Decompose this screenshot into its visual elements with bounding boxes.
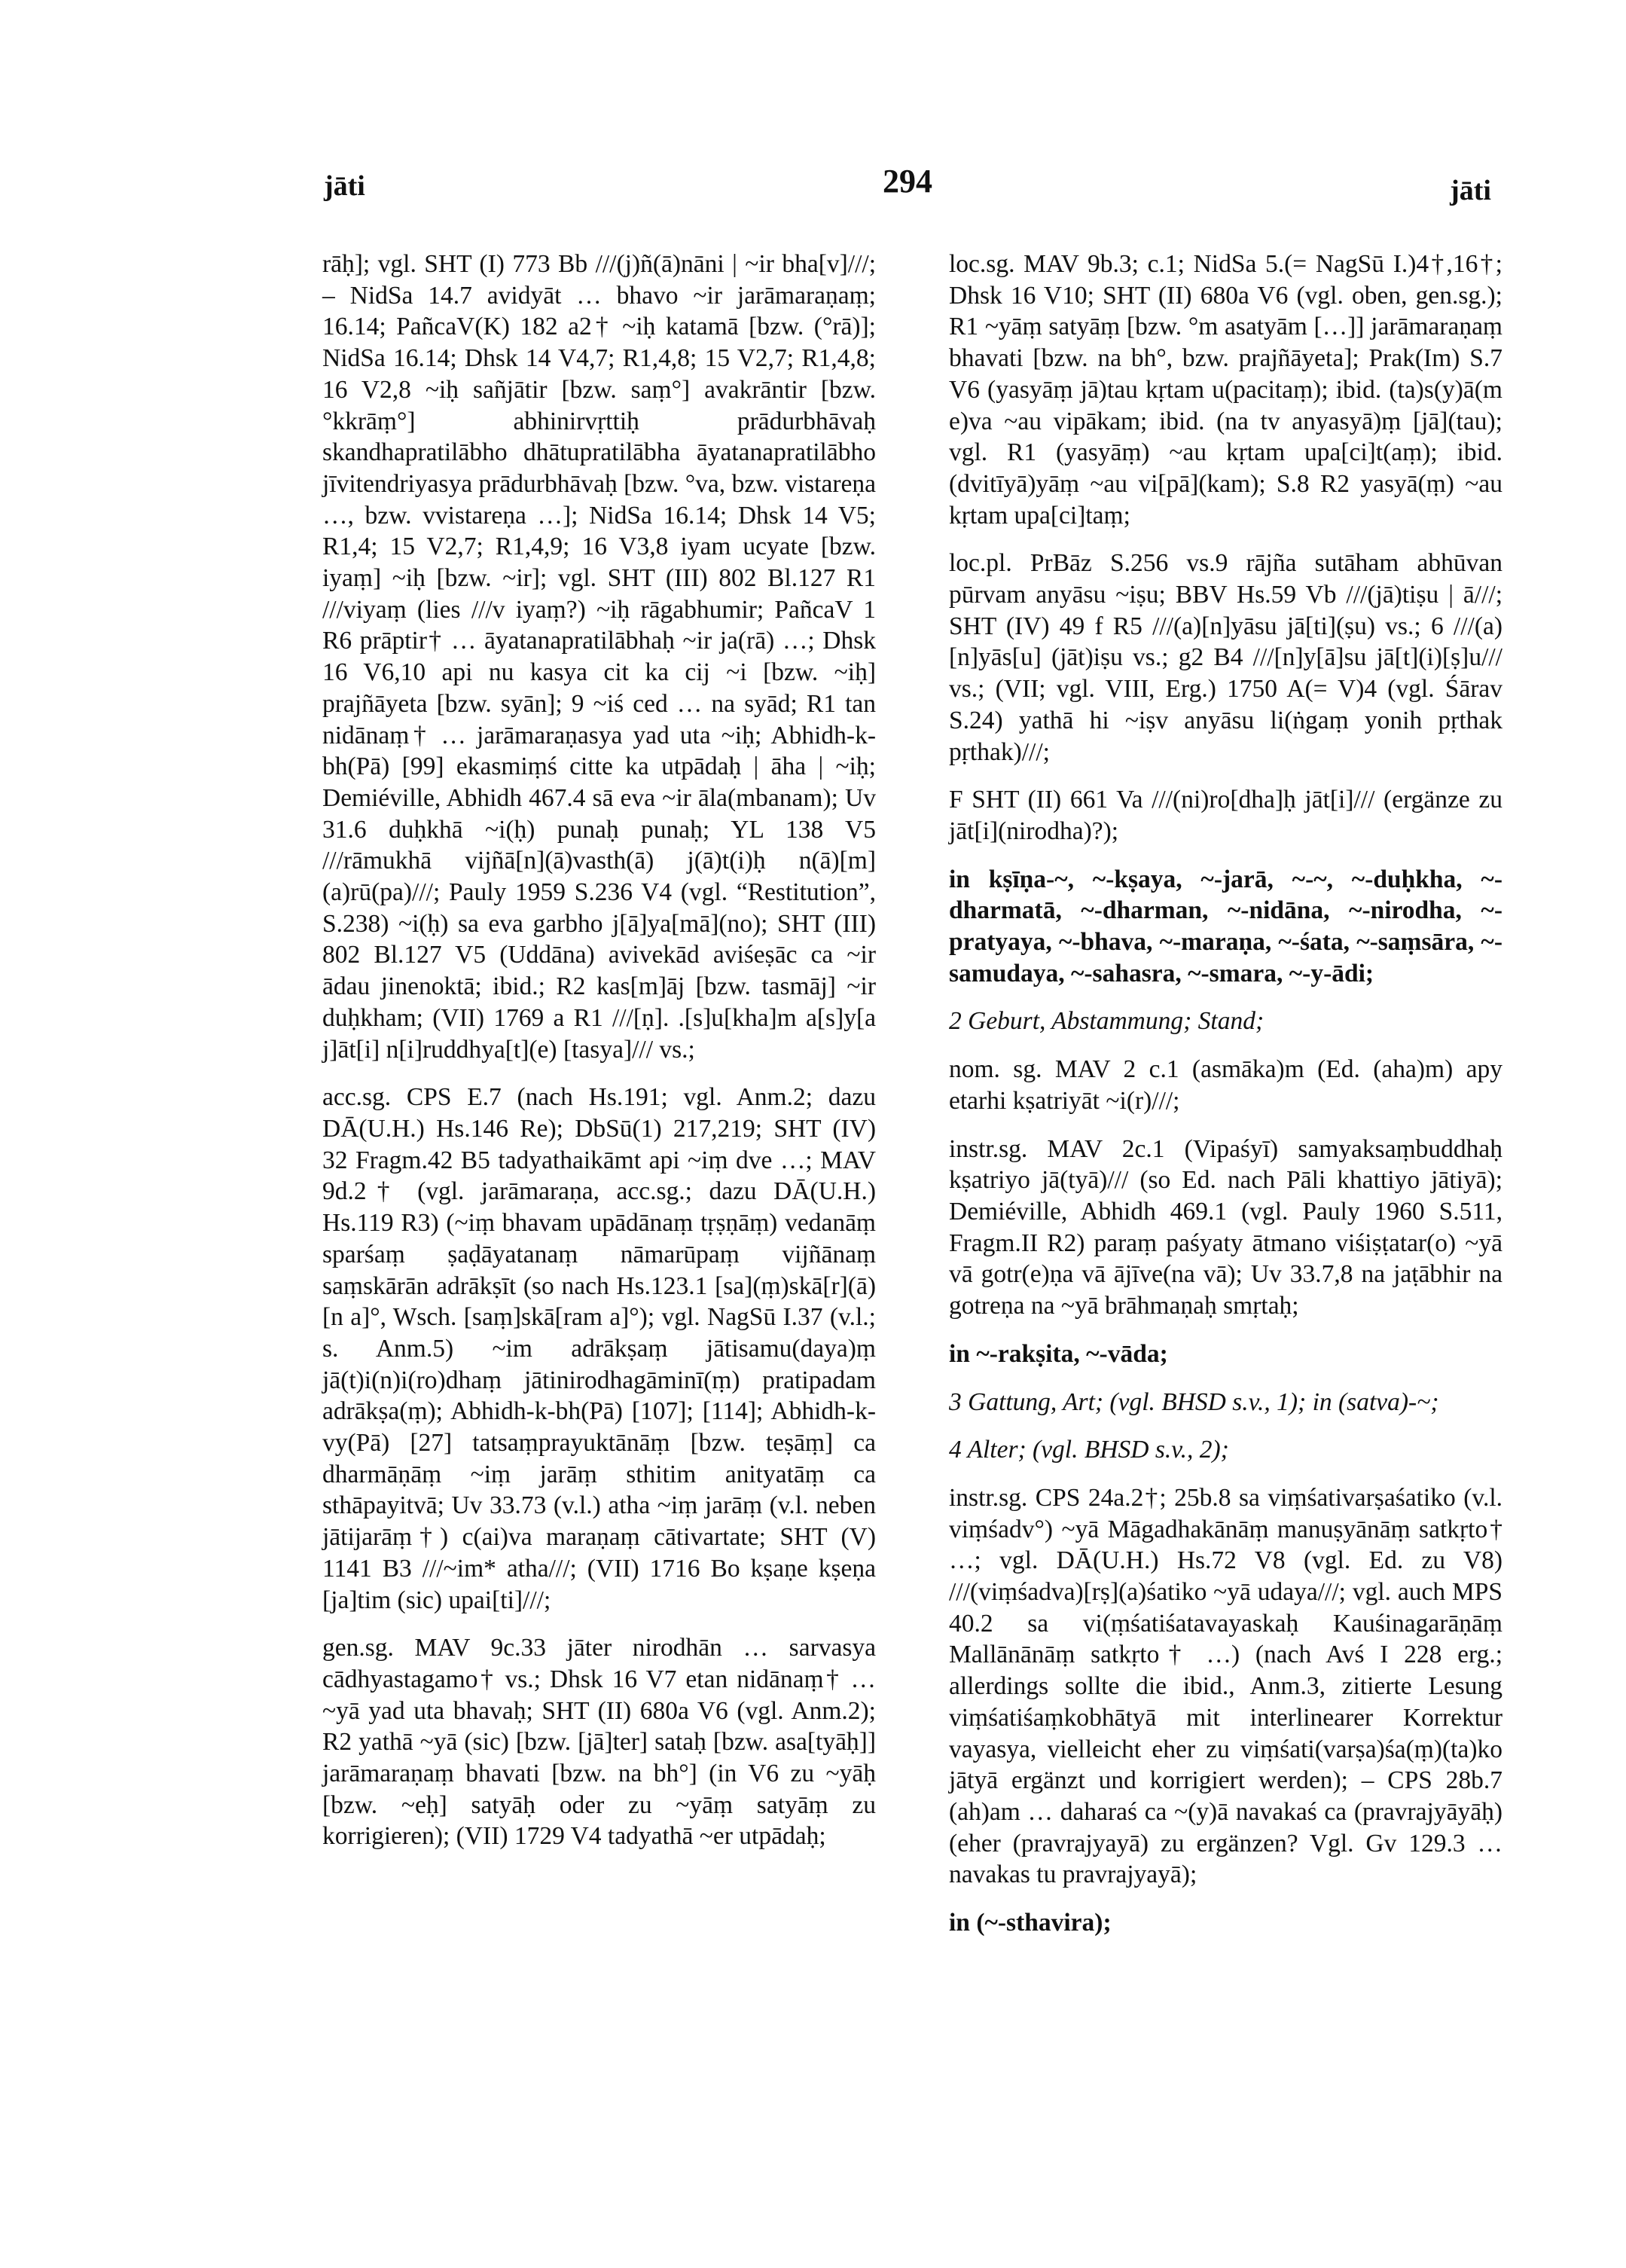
left-column [322,249,876,1869]
page-number: 294 [883,163,932,200]
entry-paragraph: F SHT (II) 661 Va ///(ni)ro[dha]ḥ jāt[i]/// (ergänze zu jāt[i](nirodha)?); [949,786,1502,845]
entry-paragraph: instr.sg. CPS 24a.2†; 25b.8 sa viṃśativarṣaśatiko (v.l. viṃśadv°) ~yā Māgadhakānāṃ manuṣyānāṃ satkṛto† …; vgl. DĀ(U.H.) Hs.72 V8 (vgl. Ed. zu V8) ///(viṃśadva)[rṣ](a)śatiko ~yā udaya///; vgl. auch MPS 40.2 sa vi(ṃśatiśatavayaskaḥ Kauśinagarāṇāṃ Mallānānāṃ satkṛto† …) (nach Avś I 228 erg.; allerdings sollte die ibid., Anm.3, zitierte Lesung viṃśatiśaṃkobhātyā mit interlinearer Korrektur vayasya, vielleicht eher zu viṃśati(varṣa)śa(ṃ)(ta)ko jātyā ergänzt und korrigiert werden); – CPS 28b.7 (ah)am … daharaś ca ~(y)ā navakaś ca (pravrajyāyāḥ) (eher (pravrajyayā) zu ergänzen? Vgl. Gv 129.3 … navakas tu pravrajyayā); [949,1483,1502,1889]
right-column [949,249,1502,1955]
sense-heading: 4 Alter; (vgl. BHSD s.v., 2); [949,1436,1229,1464]
compounds-list: in kṣīṇa-~, ~-kṣaya, ~-jarā, ~-~, ~-duḥkha, ~-dharmatā, ~-dharman, ~-nidāna, ~-nirodha, ~-pratyaya, ~-bhava, ~-maraṇa, ~-śata, ~-saṃsāra, ~-samudaya, ~-sahasra, ~-smara, ~-y-ādi; [949,865,1502,987]
entry-paragraph: nom. sg. MAV 2 c.1 (asmāka)m (Ed. (aha)m) apy etarhi kṣatriyāt ~i(r)///; [949,1055,1502,1115]
entry-paragraph: loc.sg. MAV 9b.3; c.1; NidSa 5.(= NagSū I.)4†,16†; Dhsk 16 V10; SHT (II) 680a V6 (vgl. oben, gen.sg.); R1 ~yāṃ satyāṃ [bzw. °m asatyām […]] jarāmaraṇaṃ bhavati [bzw. na bh°, bzw. prajñāyeta]; Prak(Im) S.7 V6 (yasyāṃ jā)tau kṛtam u(pacitaṃ); ibid. (ta)s(y)ā(m e)va ~au vipākam; ibid. (na tv anyasyā)ṃ [jā](tau); vgl. R1 (yasyāṃ) ~au kṛtam upa[ci]t(aṃ); ibid. (dvitīyā)yāṃ ~au vi[pā](kam); S.8 R2 yasyā(ṃ) ~au kṛtam upa[ci]taṃ; [949,250,1502,530]
sense-heading: 2 Geburt, Abstammung; Stand; [949,1007,1264,1036]
entry-paragraph: loc.pl. PrBāz S.256 vs.9 rājña sutāham abhūvan pūrvam anyāsu ~iṣu; BBV Hs.59 Vb ///(jā)tiṣu | ā///; SHT (IV) 49 f R5 ///(a)[n]yāsu jā[ti](ṣu) vs.; 6 ///(a)[n]yās[u] (jāt)iṣu vs.; g2 B4 ///[n]y[ā]su jā[t](i)[ṣ]u/// vs.; (VII; vgl. VIII, Erg.) 1750 A(= V)4 (vgl. Śārav S.24) yathā hi ~iṣv anyāsu li(ṅgaṃ yonih pṛthak pṛthak)///; [949,549,1502,766]
entry-paragraph: rāḥ]; vgl. SHT (I) 773 Bb ///(j)ñ(ā)nāni | ~ir bha[v]///; – NidSa 14.7 avidyāt … bhavo ~ir jarāmaraṇaṃ; 16.14; PañcaV(K) 182 a2† ~iḥ katamā [bzw. (°rā)]; NidSa 16.14; Dhsk 14 V4,7; R1,4,8; 15 V2,7; R1,4,8; 16 V2,8 ~iḥ sañjātir [bzw. saṃ°] avakrāntir [bzw. °kkrāṃ°] abhinirvṛttiḥ prādurbhāvaḥ skandhapratilābho dhātupratilābha āyatanapratilābho jīvitendriyasya prādurbhāvaḥ [bzw. °va, bzw. vistareṇa …, bzw. vvistareṇa …]; NidSa 16.14; Dhsk 14 V5; R1,4; 15 V2,7; R1,4,9; 16 V3,8 iyam ucyate [bzw. iyaṃ] ~iḥ [bzw. ~ir]; vgl. SHT (III) 802 Bl.127 R1 ///viyaṃ (lies ///v iyaṃ?) ~iḥ rāgabhumir; PañcaV 1 R6 prāptir† … āyatanapratilābhaḥ ~ir ja(rā) …; Dhsk 16 V6,10 api nu kasya cit ka cij ~i [bzw. ~iḥ] prajñāyeta [bzw. syān]; 9 ~iś ced … na syād; R1 tan nidānaṃ† … jarāmaraṇasya yad uta ~iḥ; Abhidh-k-bh(Pā) [99] ekasmiṃś citte ka utpādaḥ | āha | ~iḥ; Demiéville, Abhidh 467.4 sā eva ~ir āla(mbanam); Uv 31.6 duḥkhā ~i(ḥ) punaḥ punaḥ; YL 138 V5 ///rāmukhā vijñā[n](ā)vasth(ā) j(ā)t(i)ḥ n(ā)[m](a)rū(pa)///; Pauly 1959 S.236 V4 (vgl. “Restitution”, S.238) ~i(ḥ) sa eva garbho j[ā]ya[mā](no); SHT (III) 802 Bl.127 V5 (Uddāna) avivekād aviśeṣāc ca ~ir ādau jinenoktā; ibid.; R2 kas[m]āj [bzw. tasmāj] ~ir duḥkham; (VII) 1769 a R1 ///[ṇ]. .[s]u[kha]m a[s]y[a j]āt[i] n[i]ruddhya[t](e) [tasya]/// vs.; [322,250,876,1064]
compounds-list: in ~-rakṣita, ~-vāda; [949,1339,1168,1368]
running-header [324,162,1491,207]
entry-paragraph: instr.sg. MAV 2c.1 (Vipaśyī) samyaksaṃbuddhaḥ kṣatriyo jā(tyā)/// (so Ed. nach Pāli khattiyo jātiyā); Demiéville, Abhidh 469.1 (vgl. Pauly 1960 S.511, Fragm.II R2) paraṃ paśyaty ātmano viśiṣṭatar(o) ~yā vā gotr(e)ṇa vā ājīve(na vā); Uv 33.7,8 na jaṭābhir na gotreṇa na ~yā brāhmaṇaḥ smṛtaḥ; [949,1134,1502,1320]
entry-paragraph: gen.sg. MAV 9c.33 jāter nirodhān … sarvasya cādhyastagamo† vs.; Dhsk 16 V7 etan nidānaṃ† … ~yā yad uta bhavaḥ; SHT (II) 680a V6 (vgl. Anm.2); R2 yathā ~yā (sic) [bzw. [jā]ter] sataḥ [bzw. asa[tyāḥ]] jarāmaraṇaṃ bhavati [bzw. na bh°] (in V6 zu ~yāḥ [bzw. ~eḥ] satyāḥ oder zu ~yāṃ satyāṃ zu korrigieren); (VII) 1729 V4 tadyathā ~er utpādaḥ; [322,1634,876,1851]
sense-heading: 3 Gattung, Art; (vgl. BHSD s.v., 1); in (satva)-~; [949,1387,1439,1416]
header-headword-left: jāti [324,170,365,202]
compounds-list: in (~-sthavira); [949,1909,1112,1937]
header-headword-right: jāti [1450,175,1491,206]
entry-paragraph: acc.sg. CPS E.7 (nach Hs.191; vgl. Anm.2; dazu DĀ(U.H.) Hs.146 Re); DbSū(1) 217,219; SHT (IV) 32 Fragm.42 B5 tadyathaikāmt api ~iṃ dve …; MAV 9d.2† (vgl. jarāmaraṇa, acc.sg.; dazu DĀ(U.H.) Hs.119 R3) (~iṃ bhavam upādānaṃ tṛṣṇāṃ) vedanāṃ sparśaṃ ṣaḍāyatanaṃ nāmarūpaṃ vijñānaṃ saṃskārān adrākṣīt (so nach Hs.123.1 [sa](ṃ)skā[r](ā)[n a]°, Wsch. [saṃ]skā[ram a]°); vgl. NagSū I.37 (v.l.; s. Anm.5) ~im adrākṣaṃ jātisamu(daya)ṃ jā(t)i(n)i(ro)dhaṃ jātinirodhagāminī(ṃ) pratipadam adrākṣa(ṃ); Abhidh-k-bh(Pā) [107]; [114]; Abhidh-k-vy(Pā) [27] tatsaṃprayuktānāṃ [bzw. teṣāṃ] ca dharmāṇāṃ ~iṃ jarāṃ sthitim anityatāṃ ca sthāpayitvā; Uv 33.73 (v.l.) atha ~iṃ jarāṃ (v.l. neben jātijarāṃ†) c(ai)va maraṇaṃ cātivartate; SHT (V) 1141 B3 ///~im* atha///; (VII) 1716 Bo kṣaṇe kṣeṇa [ja]tim (sic) upai[ti]///; [322,1083,876,1614]
